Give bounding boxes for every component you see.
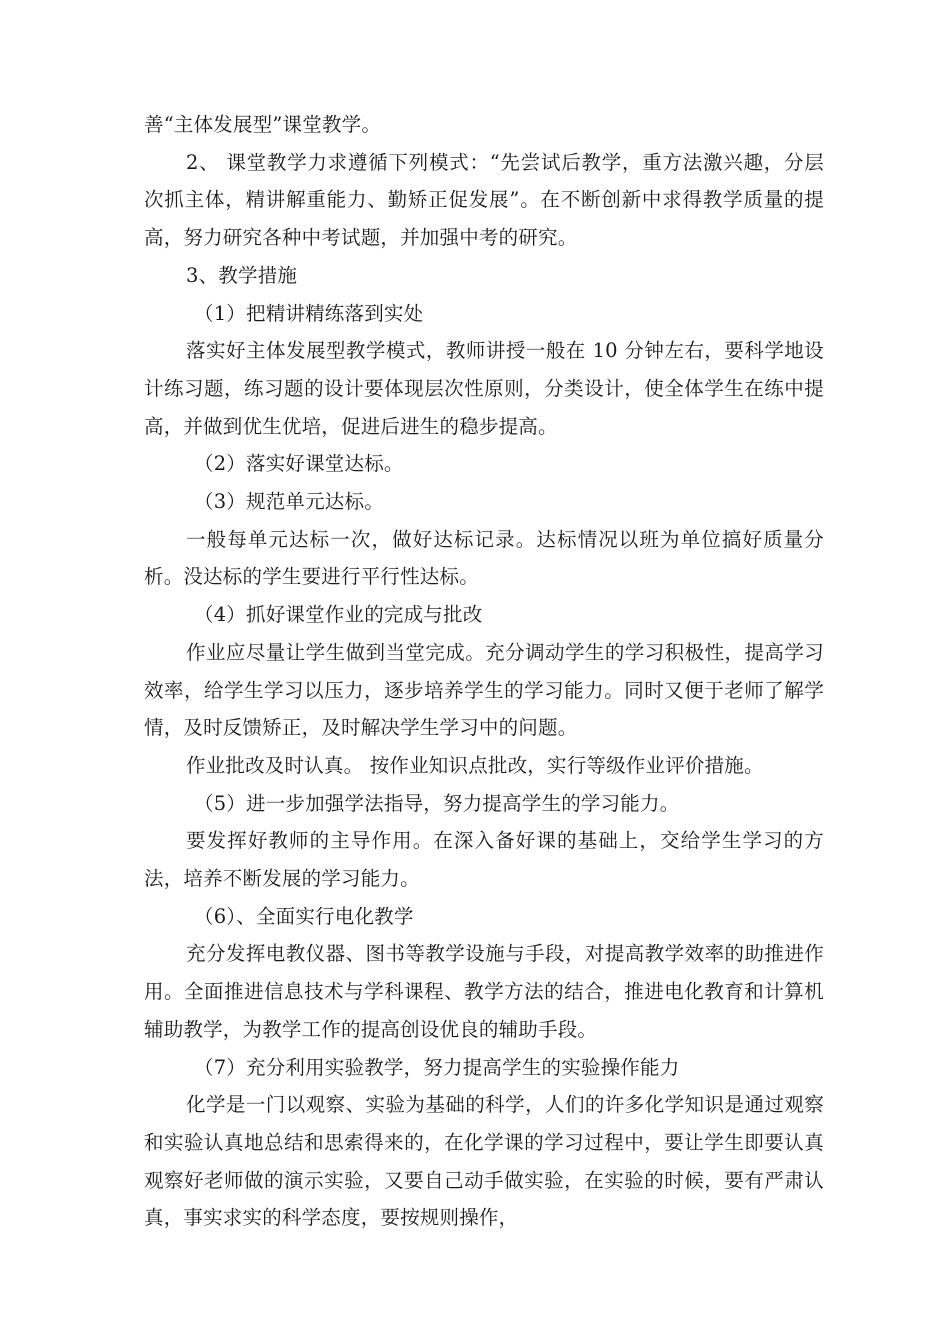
subsection-heading: （4）抓好课堂作业的完成与批改 [194, 603, 483, 627]
subsection-heading: （6）、全面实行电化教学 [194, 904, 414, 928]
paragraph: 一般每单元达标一次，做好达标记录。达标情况以班为单位搞好质量分析。没达标的学生要进行平行性达标。 [144, 527, 824, 589]
paragraph: 落实好主体发展型教学模式，教师讲授一般在 10 分钟左右，要科学地设计练习题，练习题的设计要体现层次性原则，分类设计，使全体学生在练中提高，并做到优生优培，促进后进生的稳步提高。 [144, 339, 824, 438]
subsection-heading: （1）把精讲精练落到实处 [194, 301, 424, 325]
paragraph: 充分发挥电教仪器、图书等教学设施与手段，对提高教学效率的助推进作用。全面推进信息技术与学科课程、教学方法的结合，推进电化教育和计算机辅助教学，为教学工作的提高创设优良的辅助手段。 [144, 942, 824, 1041]
paragraph: 2、 课堂教学力求遵循下列模式：“先尝试后教学，重方法激兴趣，分层次抓主体，精讲解重能力、勤矫正促发展”。在不断创新中求得教学质量的提高，努力研究各种中考试题，并加强中考的研究。 [144, 150, 824, 250]
subsection-heading: （7）充分利用实验教学，努力提高学生的实验操作能力 [194, 1055, 680, 1079]
section-heading: 3、教学措施 [186, 263, 298, 287]
paragraph: 要发挥好教师的主导作用。在深入备好课的基础上，交给学生学习的方法，培养不断发展的学习能力。 [144, 829, 824, 891]
subsection-heading: （5）进一步加强学法指导，努力提高学生的学习能力。 [194, 791, 680, 815]
paragraph: 善“主体发展型”课堂教学。 [144, 113, 382, 136]
paragraph: 作业应尽量让学生做到当堂完成。充分调动学生的学习积极性，提高学习效率，给学生学习以压力，逐步培养学生的学习能力。同时又便于老师了解学情，及时反馈矫正，及时解决学生学习中的问题。 [144, 640, 824, 740]
subsection-heading: （2）落实好课堂达标。 [194, 452, 404, 476]
document-body [144, 106, 824, 1237]
subsection-heading: （3）规范单元达标。 [194, 490, 384, 514]
paragraph: 作业批改及时认真。 按作业知识点批改，实行等级作业评价措施。 [186, 753, 764, 777]
paragraph: 化学是一门以观察、实验为基础的科学，人们的许多化学知识是通过观察和实验认真地总结和思索得来的，在化学课的学习过程中，要让学生即要认真观察好老师做的演示实验，又要自己动手做实验，在实验的时候，要有严肃认真，事实求实的科学态度，要按规则操作， [144, 1093, 824, 1230]
